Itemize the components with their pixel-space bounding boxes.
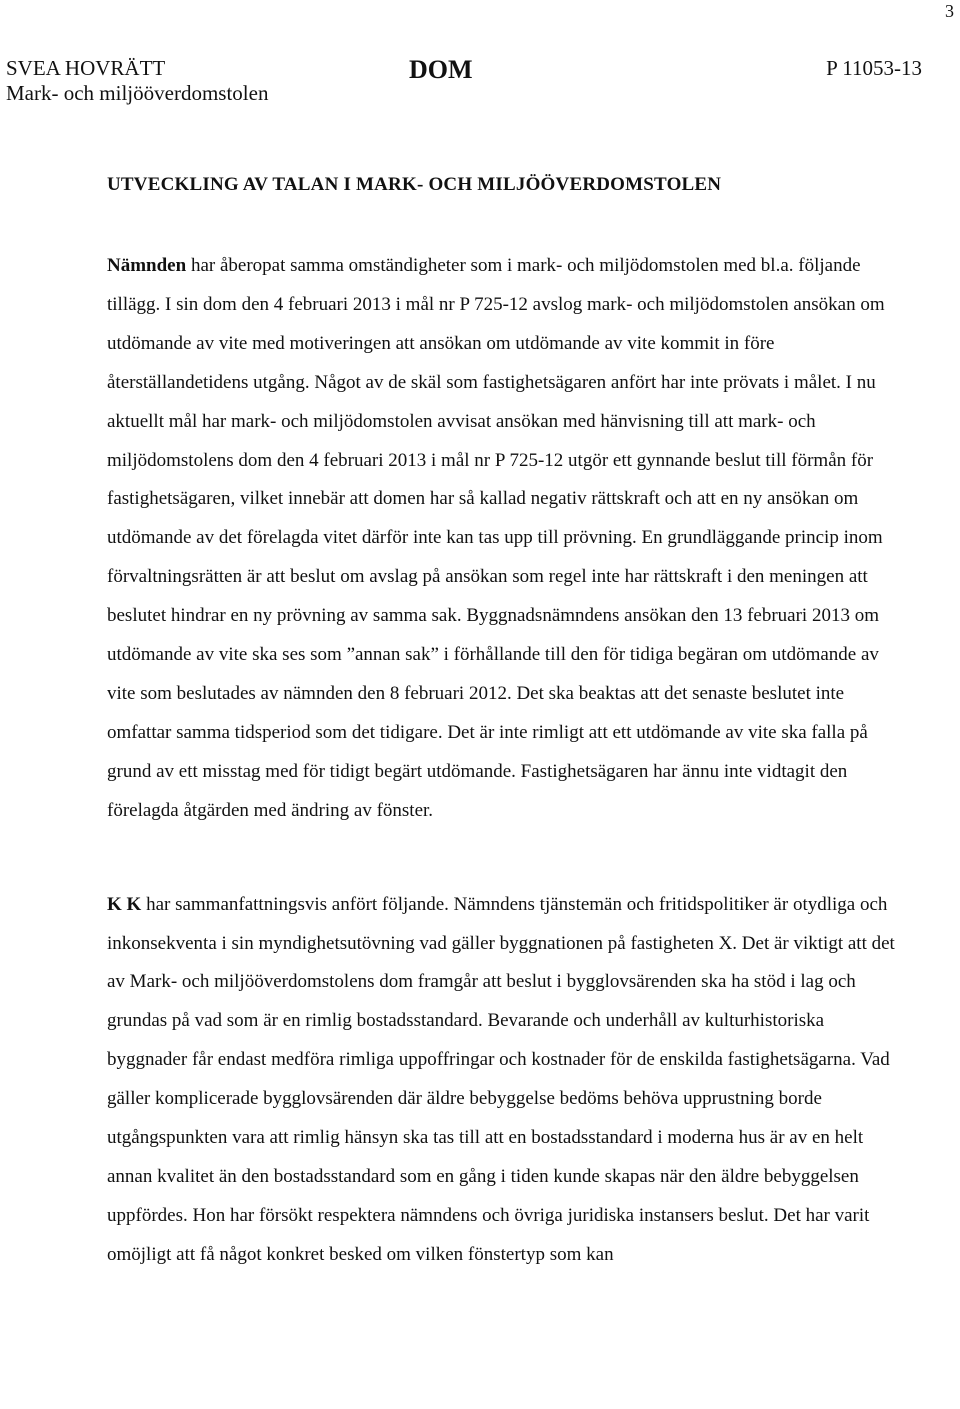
document-body: [107, 170, 907, 1275]
paragraph-text: har åberopat samma omständigheter som i mark- och miljödomstolen med bl.a. följande tillägg. I sin dom den 4 februari 2013 i mål nr P 725-12 avslog mark- och miljödomstolen ansökan om utdömande av vite med motiveringen att ansökan om utdömande av vite kommit in före återställandetidens utgång. Något av de skäl som fastighetsägaren anfört har inte prövats i målet. I nu aktuellt mål har mark- och miljödomstolen avvisat ansökan med hänvisning till att mark- och miljödomstolens dom den 4 februari 2013 i mål nr P 725-12 utgör ett gynnande beslut till förmån för fastighetsägaren, vilket innebär att domen har så kallad negativ rättskraft och att en ny ansökan om utdömande av det förelagda vitet därför inte kan tas upp till prövning. En grundläggande princip inom förvaltningsrätten är att beslut om avslag på ansökan som regel inte har rättskraft i den meningen att beslutet hindrar en ny prövning av samma sak. Byggnadsnämndens ansökan den 13 februari 2013 om utdömande av vite ska ses som ”annan sak” i förhållande till den för tidiga begäran om utdömande av vite som beslutades av nämnden den 8 februari 2012. Det ska beaktas att det senaste beslutet inte omfattar samma tidsperiod som det tidigare. Det är inte rimligt att ett utdömande av vite ska falla på grund av ett misstag med för tidigt begärt utdömande. Fastighetsägaren har ännu inte vidtagit den förelagda åtgärden med ändring av fönster.: [107, 255, 885, 821]
party-name: K K: [107, 893, 142, 915]
paragraph-nämnden: [107, 247, 907, 831]
paragraph-text: har sammanfattningsvis anfört följande. Nämndens tjänstemän och fritidspolitiker är otydliga och inkonsekventa i sin myndighetsutövning vad gäller byggnationen på fastigheten X. Det är viktigt att det av Mark- och miljööverdomstolens dom framgår att beslut i bygglovsärenden ska ha stöd i lag och grundas på vad som är en rimlig bostadsstandard. Bevarande och underhåll av kulturhistoriska byggnader får endast medföra rimliga uppoffringar och kostnader för de enskilda fastighetsägarna. Vad gäller komplicerade bygglovsärenden där äldre bebyggelse bedöms behöva upprustning borde utgångspunkten vara att rimlig hänsyn ska tas till att en bostadsstandard i moderna hus är av en helt annan kvalitet än den bostadsstandard som en gång i tiden kunde skapas när den äldre bebyggelsen uppfördes. Hon har försökt respektera nämndens och övriga juridiska instansers beslut. Det har varit omöjligt att få något konkret besked om vilken fönstertyp som kan: [107, 893, 895, 1265]
document-type: DOM: [409, 55, 473, 84]
section-heading: UTVECKLING AV TALAN I MARK- OCH MILJÖÖVERDOMSTOLEN: [107, 174, 722, 195]
party-name: Nämnden: [107, 255, 187, 276]
page-number: 3: [945, 1, 954, 21]
paragraph-kk: [107, 886, 907, 1275]
court-name: SVEA HOVRÄTT: [6, 56, 166, 80]
document-header-left: [6, 56, 268, 106]
case-number: P 11053-13: [826, 56, 922, 80]
court-division: Mark- och miljööverdomstolen: [6, 81, 269, 105]
